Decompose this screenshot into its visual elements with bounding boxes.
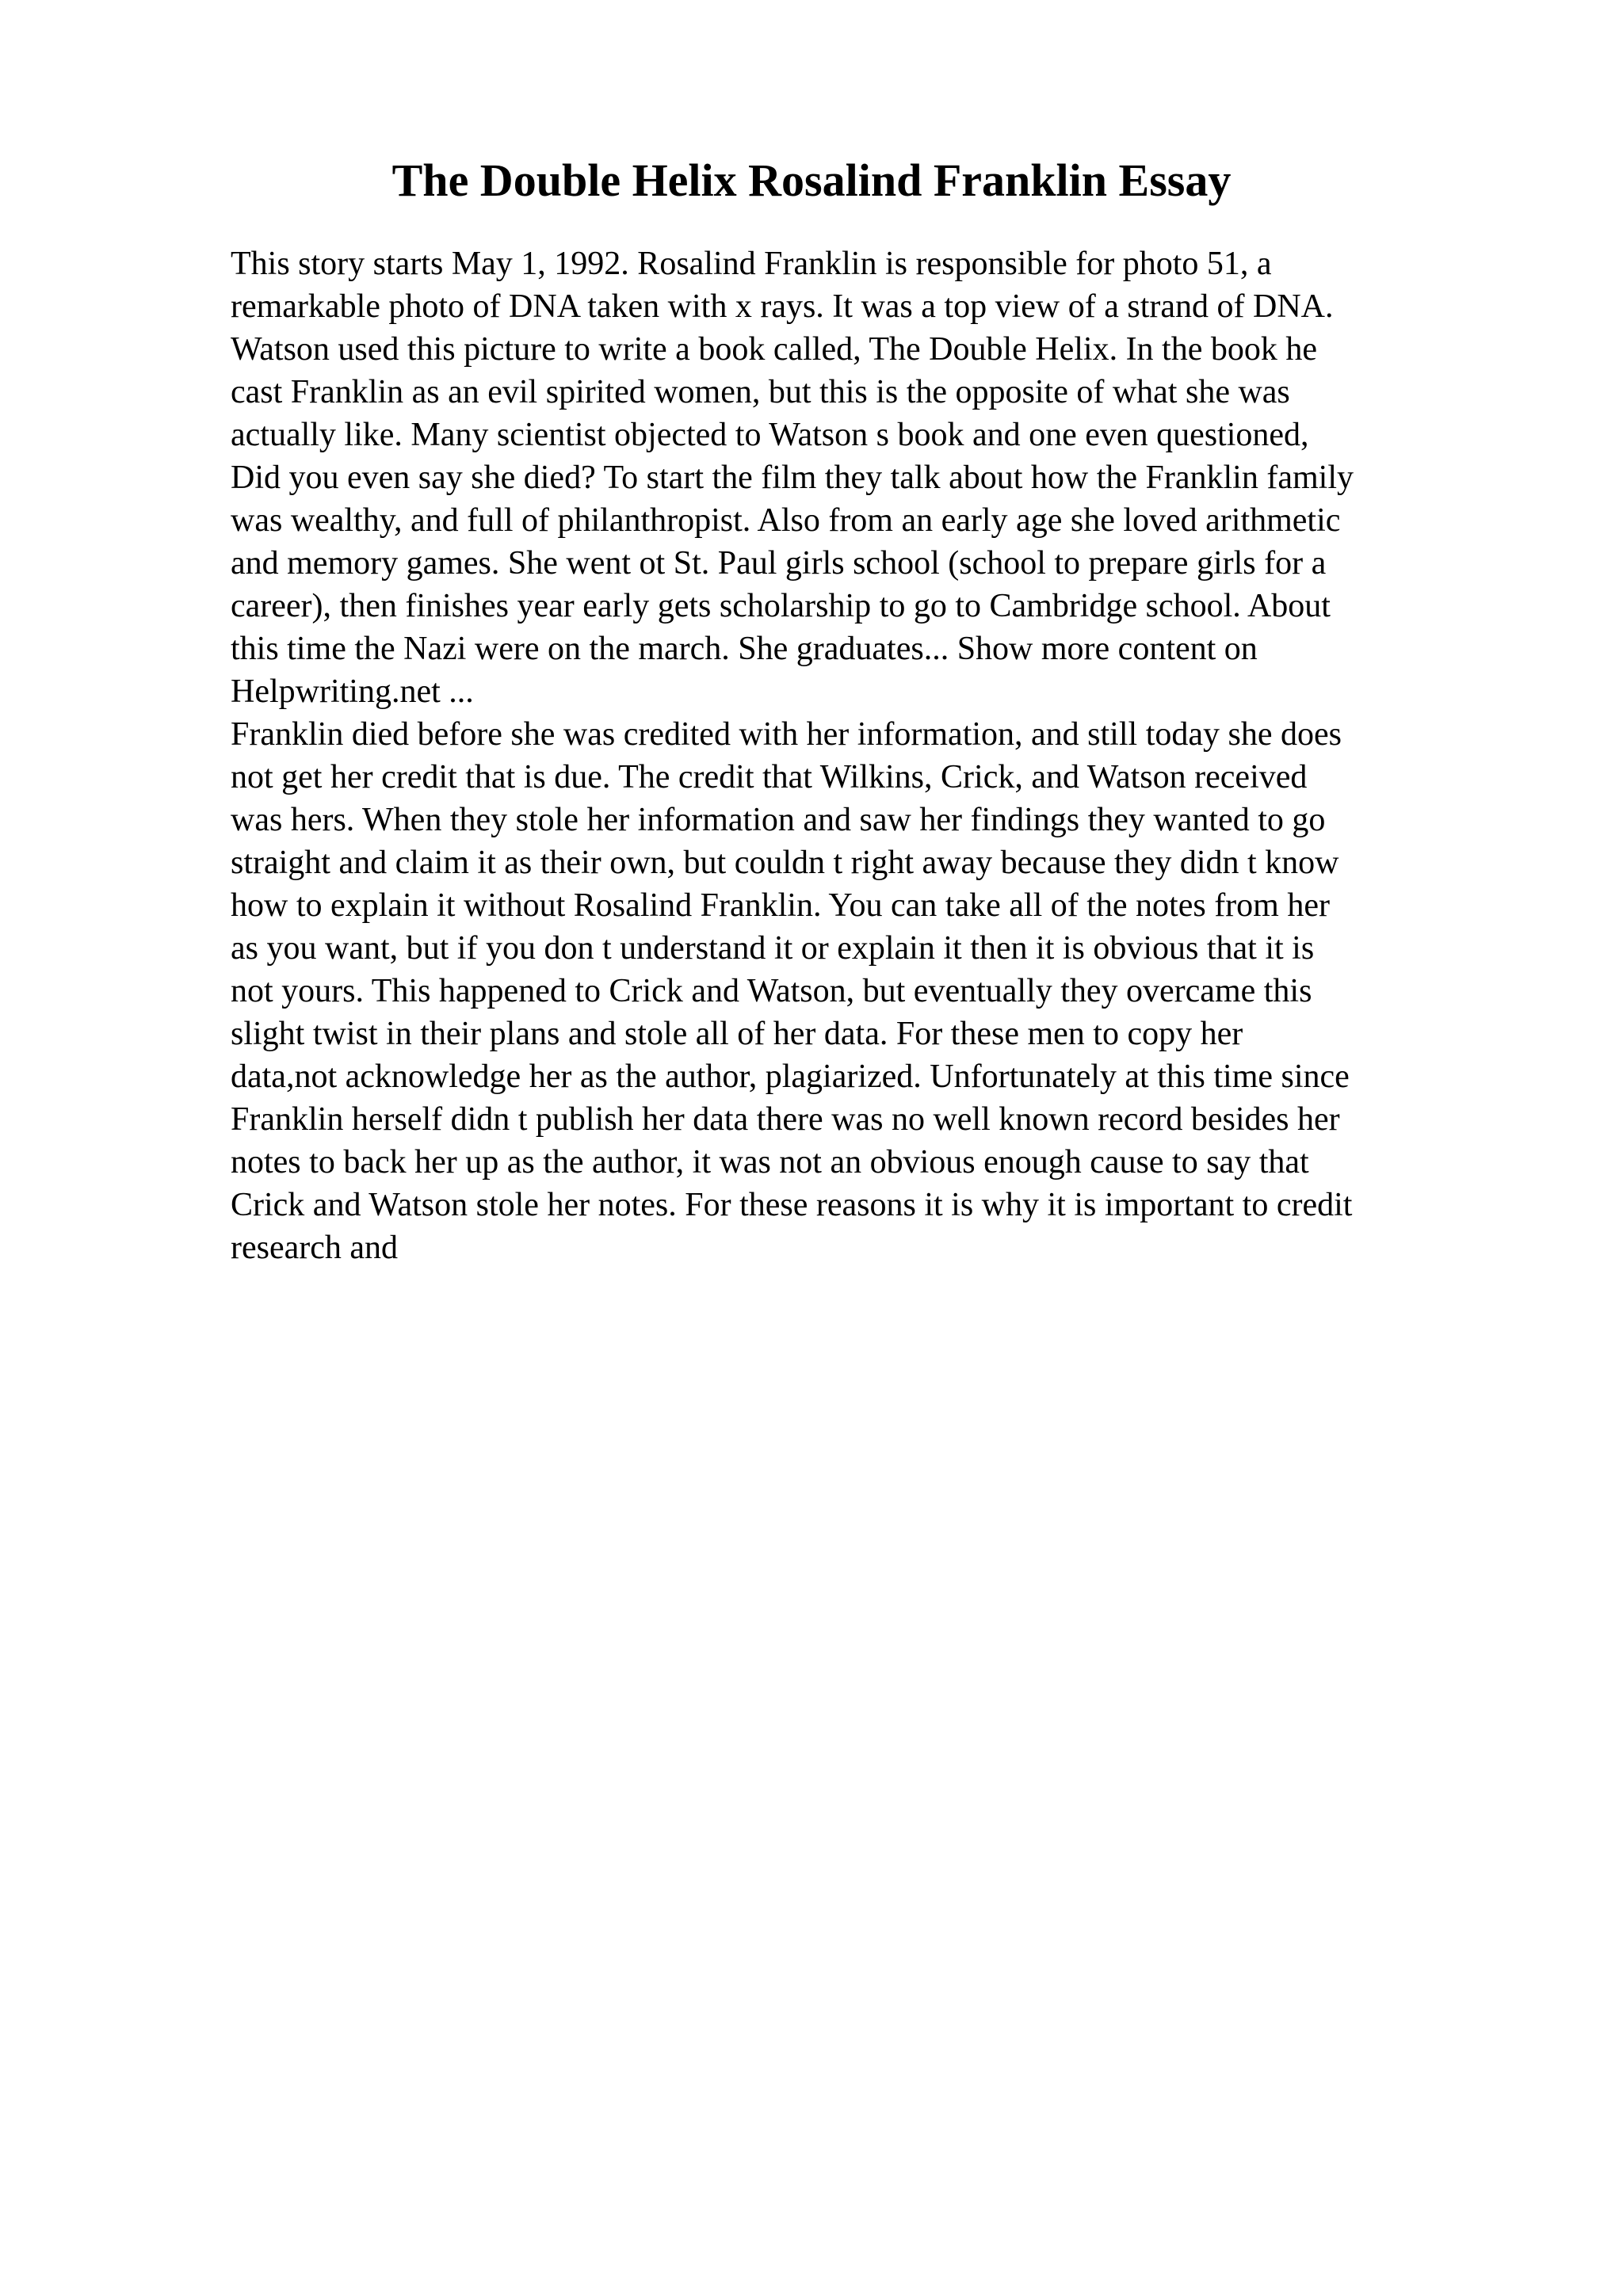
page-title: The Double Helix Rosalind Franklin Essay bbox=[391, 154, 1232, 206]
essay-line: this time the Nazi were on the march. She graduates... Show more content on bbox=[231, 631, 1258, 667]
essay-line: as you want, but if you don t understand it or explain it then it is obvious that it is bbox=[231, 930, 1315, 967]
essay-line: actually like. Many scientist objected to Watson s book and one even questioned, bbox=[231, 417, 1309, 453]
essay-line: remarkable photo of DNA taken with x rays. It was a top view of a strand of DNA. bbox=[231, 288, 1334, 325]
essay-line: how to explain it without Rosalind Franklin. You can take all of the notes from her bbox=[231, 887, 1330, 924]
essay-line: notes to back her up as the author, it was not an obvious enough cause to say that bbox=[231, 1144, 1309, 1180]
essay-body bbox=[231, 242, 1499, 1269]
essay-line: Watson used this picture to write a book called, The Double Helix. In the book he bbox=[231, 331, 1318, 368]
essay-line: straight and claim it as their own, but couldn t right away because they didn t know bbox=[231, 845, 1339, 881]
essay-line: Did you even say she died? To start the film they talk about how the Franklin family bbox=[231, 460, 1354, 496]
essay-line: Franklin died before she was credited with her information, and still today she does bbox=[231, 716, 1342, 753]
essay-line: was wealthy, and full of philanthropist. Also from an early age she loved arithmetic bbox=[231, 502, 1341, 539]
essay-line: not get her credit that is due. The credit that Wilkins, Crick, and Watson received bbox=[231, 759, 1308, 795]
essay-line: Helpwriting.net ... bbox=[231, 673, 474, 710]
essay-line: Franklin herself didn t publish her data there was no well known record besides her bbox=[231, 1101, 1340, 1138]
essay-line: not yours. This happened to Crick and Watson, but eventually they overcame this bbox=[231, 973, 1312, 1009]
essay-line: This story starts May 1, 1992. Rosalind Franklin is responsible for photo 51, a bbox=[231, 246, 1272, 282]
essay-line: was hers. When they stole her information and saw her findings they wanted to go bbox=[231, 802, 1326, 838]
essay-line: career), then finishes year early gets scholarship to go to Cambridge school. About bbox=[231, 588, 1331, 624]
essay-line: slight twist in their plans and stole all of her data. For these men to copy her bbox=[231, 1016, 1243, 1052]
essay-line: Crick and Watson stole her notes. For these reasons it is why it is important to credit bbox=[231, 1187, 1353, 1223]
essay-line: research and bbox=[231, 1230, 399, 1266]
essay-line: and memory games. She went ot St. Paul girls school (school to prepare girls for a bbox=[231, 545, 1327, 582]
essay-line: data,not acknowledge her as the author, plagiarized. Unfortunately at this time since bbox=[231, 1058, 1350, 1095]
essay-line: cast Franklin as an evil spirited women, but this is the opposite of what she was bbox=[231, 374, 1290, 410]
